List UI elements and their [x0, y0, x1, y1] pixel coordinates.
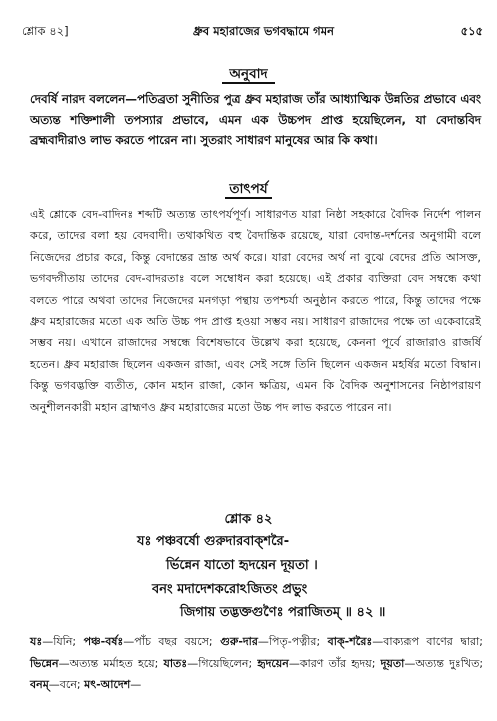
term: বনম্ [30, 678, 49, 691]
header-chapter-title: ধ্রুব মহারাজের ভগবদ্ধামে গমন [193, 23, 334, 38]
term: মৎ-আদেশ [84, 678, 131, 691]
purport-text: এই শ্লোকে বেদ-বাদিনঃ শব্দটি অত্যন্ত তাৎপর্যপূর্ণ। সাধারণত যারা নিষ্ঠা সহকারে বৈদিক নির্দেশ পালন করে, তাদের বলা হয় বেদবাদী। তথাকথিত বহু বৈদান্তিক রয়েছে, যারা বেদান্ত-দর্শনের অনুগামী বলে নিজেদের প্রচার করে, কিন্তু বেদান্তের ভ্রান্ত অর্থ করে। যারা বেদের অর্থ না বুঝে বেদের প্রতি আসক্ত, ভগবদ্গীতায় তাদের বেদ-বাদরতাঃ বলে সম্বোধন করা হয়েছে। এই প্রকার ব্যক্তিরা বেদ সম্বন্ধে কথা বলতে পারে অথবা তাদের নিজেদের মনগড়া পন্থায় তপশ্চর্যা অনুষ্ঠান করতে পারে, কিন্তু তাদের পক্ষে ধ্রুব মহারাজের মতো এক অতি উচ্চ পদ প্রাপ্ত হওয়া সম্ভব নয়। সাধারণ রাজাদের পক্ষে তা একেবারেই সম্ভব নয়। এখানে রাজাদের সম্বন্ধে বিশেষভাবে উল্লেখ করা হয়েছে, কেননা পূর্বে রাজারাও রাজর্ষি হতেন। ধ্রুব মহারাজ ছিলেন একজন রাজা, এবং সেই সঙ্গে তিনি ছিলেন একজন মহর্ষির মতো বিদ্বান। কিন্তু ভগবদ্ভক্তি ব্যতীত, কোন মহান রাজা, কোন ক্ষত্রিয়, এমন কি বৈদিক অনুশাসনের নিষ্ঠাপরায়ণ অনুশীলনকারী মহান ব্রাহ্মণও ধ্রুব মহারাজের মতো উচ্চ পদ লাভ করতে পারেন না। [30, 208, 481, 414]
term-meaning: বাক্যরূপ বাণের দ্বারা; [383, 635, 483, 648]
verse-line-2: র্ভিন্নেন যাতো হৃদয়েন দূয়তা । [166, 558, 318, 573]
term: পঞ্চ-বর্ষঃ [83, 635, 124, 648]
purport-heading-underline [225, 197, 272, 199]
header-page-number: ৫১৫ [460, 23, 483, 38]
running-header [22, 22, 483, 42]
term: যঃ [30, 635, 43, 648]
term-meaning: গিয়েছিলেন; [198, 656, 253, 670]
term: দূয়তা [380, 656, 405, 670]
term-meaning: যিনি; [53, 635, 77, 648]
sloka-heading: শ্লোক ৪২ [224, 512, 273, 527]
verse-line-3: বনং মদাদেশকরোঽজিতং প্রভুং [152, 582, 308, 597]
purport-heading: তাৎপর্য [229, 181, 268, 197]
word-meanings: যঃ—যিনি; পঞ্চ-বর্ষঃ—পাঁচ বছর বয়সে; গুরু-দার—পিতৃ-পত্নীর; বাক্-শরৈঃ—বাক্যরূপ বাণের দ্বারা; ভিন্নেন—অত্যন্ত মর্মাহত হয়ে; যাতঃ—গিয়েছিলেন; হৃদয়েন—কারণ তাঁর হৃদয়; দূয়তা—অত্যন্ত দুঃখিত; বনম্—বনে; মৎ-আদেশ— [30, 635, 484, 691]
term-meaning: অত্যন্ত মর্মাহত হয়ে; [69, 656, 159, 670]
translation-heading: অনুবাদ [229, 66, 268, 82]
term-meaning: অত্যন্ত দুঃখিত; [415, 656, 484, 670]
term-meaning: পাঁচ বছর বয়সে; [134, 635, 213, 648]
translation-heading-underline [222, 82, 275, 84]
term-meaning: বনে; [59, 678, 81, 691]
translation-text: দেবর্ষি নারদ বললেন—পতিব্রতা সুনীতির পুত্র ধ্রুব মহারাজ তাঁর আধ্যাত্মিক উন্নতির প্রভাবে এবং অত্যন্ত শক্তিশালী তপস্যার প্রভাবে, এমন এক উচ্চপদ প্রাপ্ত হয়েছিলেন, যা বেদান্তবিদ ব্রহ্মবাদীরাও লাভ করতে পারেন না। সুতরাং সাধারণ মানুষের আর কি কথা। [30, 92, 481, 147]
term: গুরু-দার [220, 635, 258, 648]
term-meaning: কারণ তাঁর হৃদয়; [299, 656, 376, 670]
term: যাতঃ [163, 656, 188, 670]
term-meaning: পিতৃ-পত্নীর; [268, 635, 321, 648]
header-verse-ref: শ্লোক ৪২] [22, 23, 69, 38]
verse-line-4: জিগায় তদ্ভক্তগুণৈঃ পরাজিতম্ ॥ ৪২ ॥ [180, 605, 386, 620]
term: ভিন্নেন [30, 656, 59, 670]
verse-line-1: যঃ পঞ্চবর্ষো গুরুদারবাক্শরৈ- [137, 534, 290, 549]
term: বাক্-শরৈঃ [327, 635, 373, 648]
term: হৃদয়েন [257, 656, 289, 670]
